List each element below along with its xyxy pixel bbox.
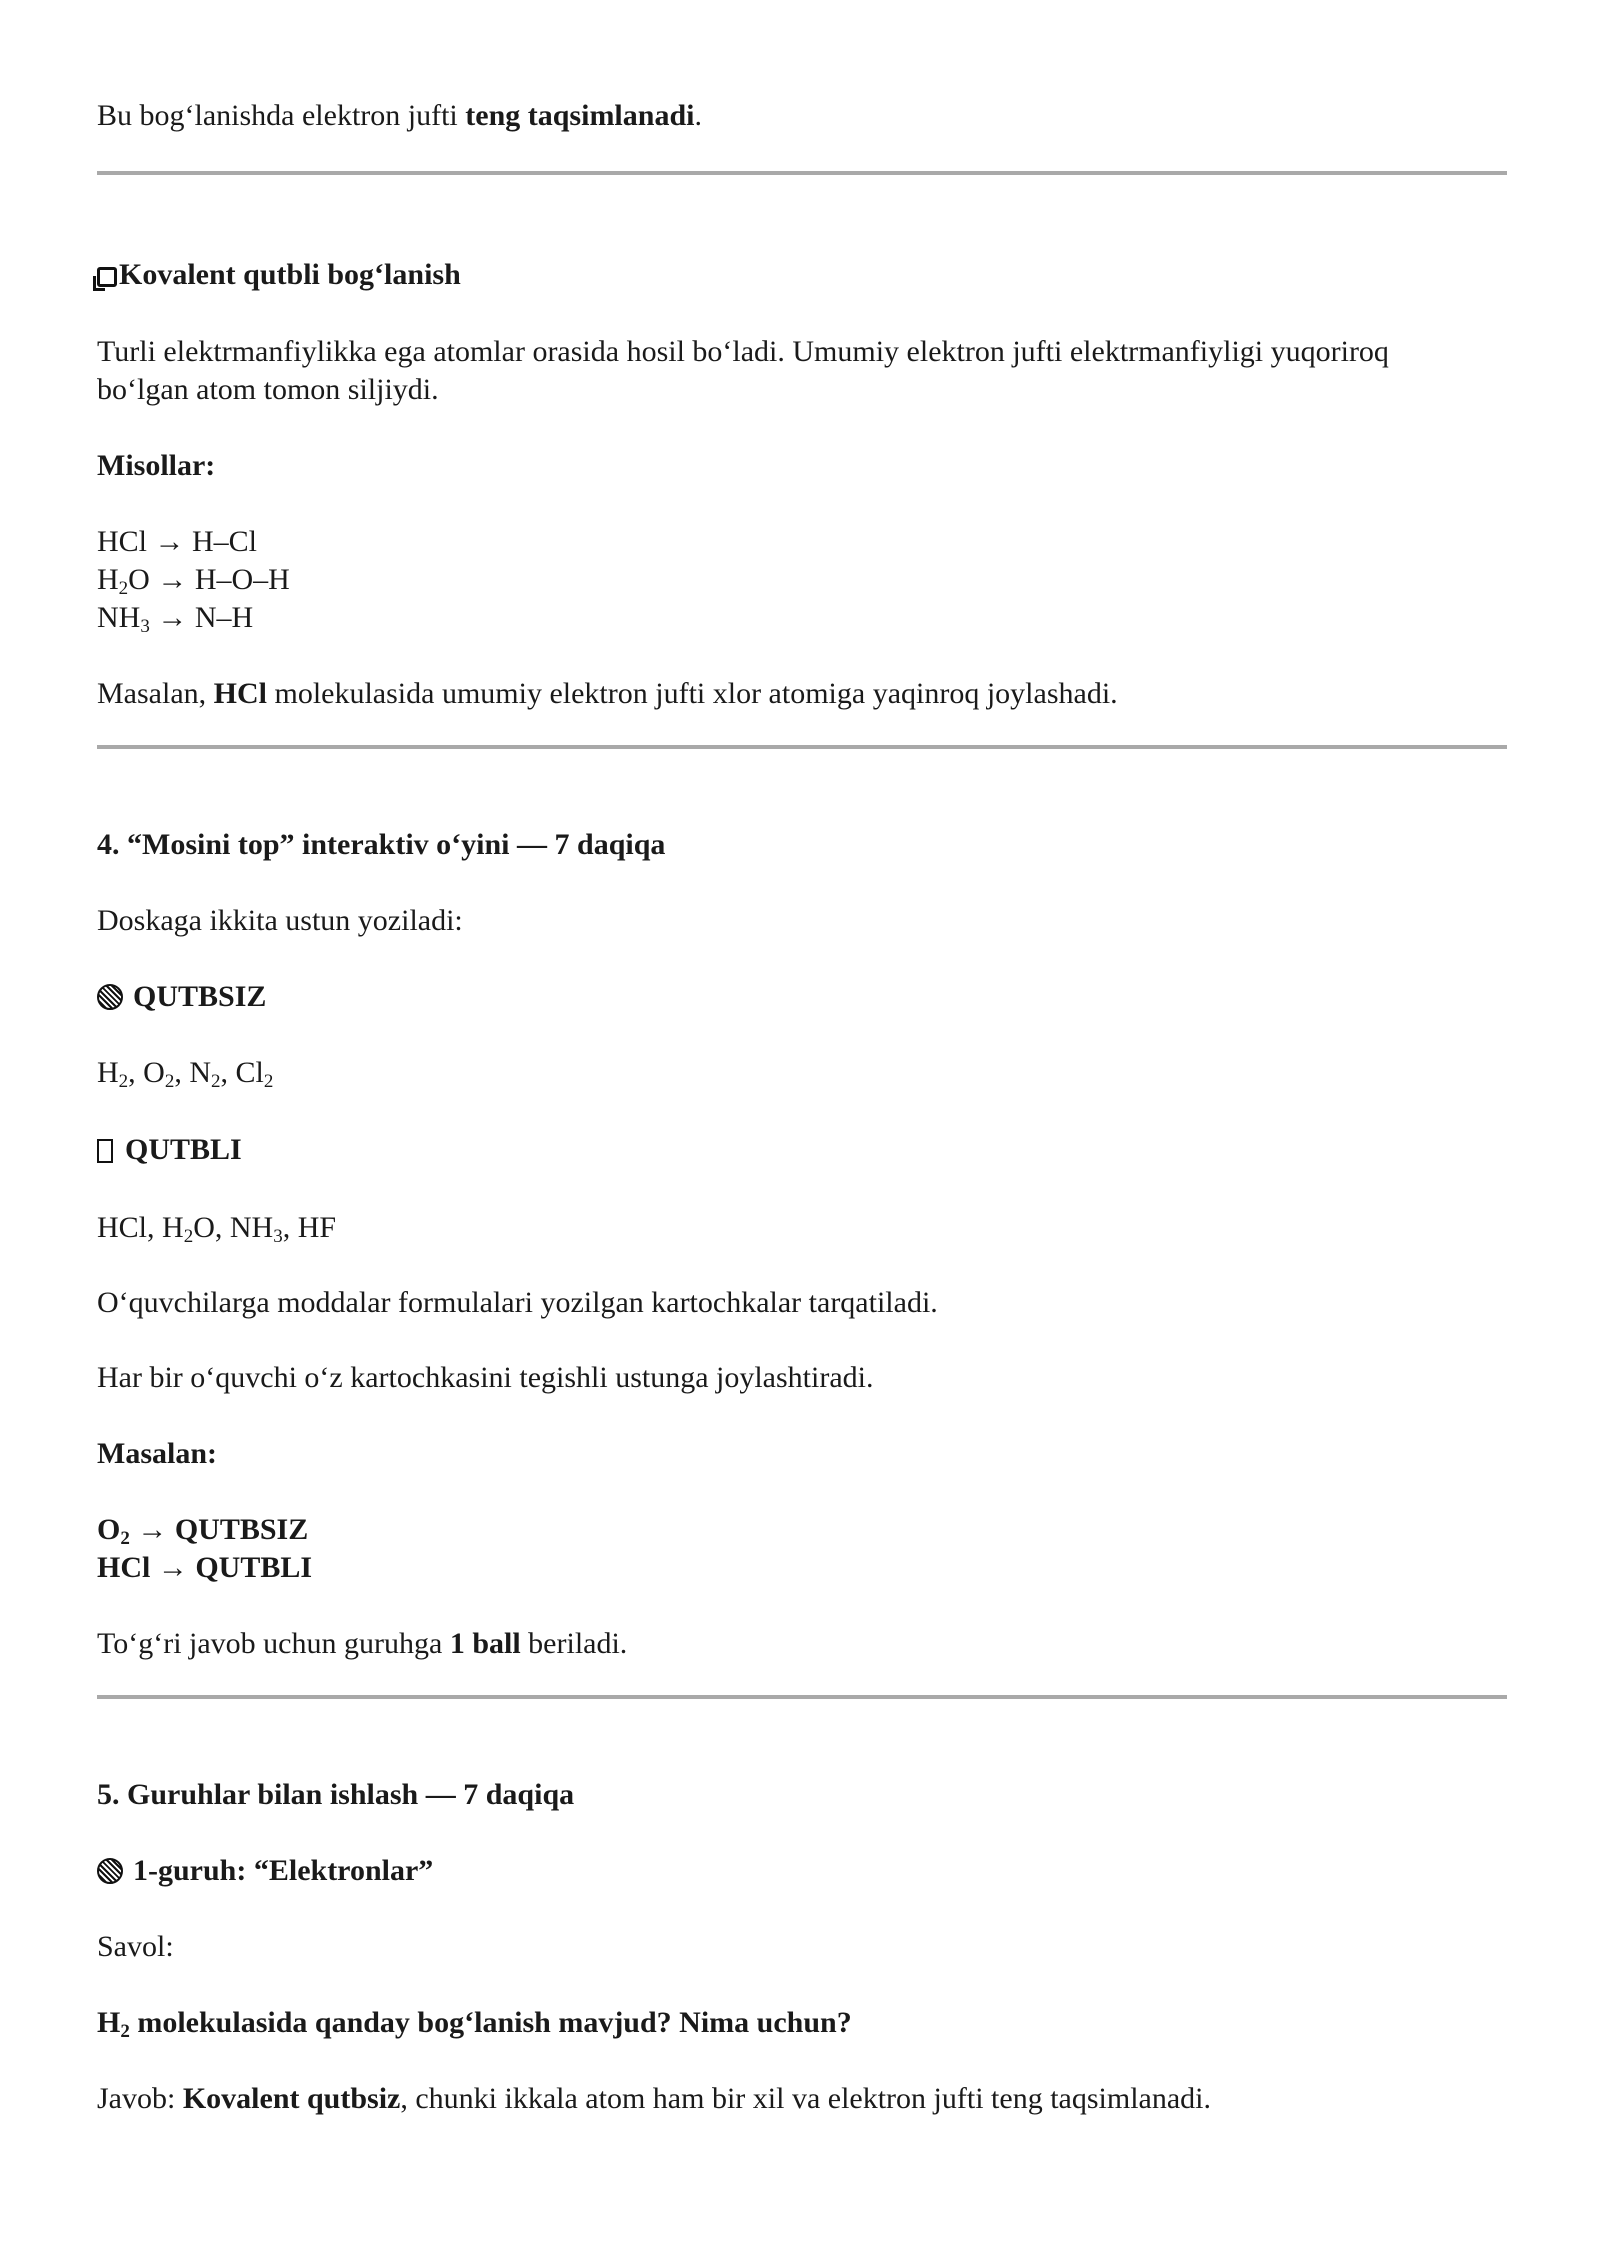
subscript: 2: [120, 2021, 130, 2042]
text: molekulasida qanday bog‘lanish mavjud? Nima uchun?: [129, 2006, 852, 2039]
text: N: [189, 1056, 212, 1089]
subscript: 2: [263, 1071, 274, 1092]
text: beriladi.: [520, 1627, 628, 1660]
text: ,: [128, 1056, 144, 1089]
text: H: [97, 2006, 121, 2039]
paragraph: Doskaga ikkita ustun yoziladi:: [97, 904, 463, 937]
text: O, NH: [193, 1211, 274, 1244]
answer-line: [97, 2080, 1211, 2118]
divider: [97, 745, 1507, 749]
label-text: QUTBSIZ: [133, 980, 267, 1013]
score-line: [97, 1625, 627, 1663]
formula-list: [97, 1054, 273, 1092]
hatched-circle-icon: [97, 1858, 123, 1884]
document-icon: [97, 267, 117, 287]
paragraph: O‘quvchilarga moddalar formulalari yozilgan kartochkalar tarqatiladi.: [97, 1286, 938, 1319]
bold-text: teng taqsimlanadi: [465, 99, 695, 132]
subscript: 2: [118, 578, 129, 599]
paragraph-line: Turli elektrmanfiylikka ega atomlar orasida hosil bo‘ladi. Umumiy elektron jufti elektrmanfiyligi yuqoriroq: [97, 335, 1389, 368]
subscript: 2: [118, 1071, 129, 1092]
text: O → H–O–H: [128, 563, 290, 596]
bold-text: 1 ball: [449, 1627, 521, 1660]
subscript: 2: [120, 1528, 130, 1549]
subscript: 2: [183, 1226, 194, 1247]
text: O: [97, 1513, 121, 1546]
text: ,: [174, 1056, 190, 1089]
subscript: 2: [211, 1071, 221, 1092]
label-text: 1-guruh: “Elektronlar”: [133, 1854, 434, 1887]
column-label-qutbsiz: [97, 978, 266, 1016]
hatched-circle-icon: [97, 984, 123, 1010]
subscript: 3: [140, 616, 150, 637]
text: To‘g‘ri javob uchun guruhga: [97, 1627, 450, 1660]
label-text: QUTBLI: [125, 1133, 242, 1166]
paragraph: Har bir o‘quvchi o‘z kartochkasini tegishli ustunga joylashtiradi.: [97, 1361, 874, 1394]
text: Masalan,: [97, 677, 214, 710]
example-line: HCl → H–Cl: [97, 525, 258, 558]
bold-text: HCl: [213, 677, 267, 710]
example-line: [97, 599, 253, 637]
text: → N–H: [149, 601, 254, 634]
intro-line: [97, 97, 702, 135]
subscript: 2: [164, 1071, 175, 1092]
section-heading-4: 4. “Mosini top” interaktiv o‘yini — 7 daqiqa: [97, 828, 666, 861]
formula-list: [97, 1209, 336, 1247]
example-label: Masalan:: [97, 1437, 217, 1470]
text: Javob:: [97, 2082, 183, 2115]
text: , chunki ikkala atom ham bir xil va elektron jufti teng taqsimlanadi.: [400, 2082, 1211, 2115]
note-line: [97, 675, 1118, 713]
text: ,: [220, 1056, 236, 1089]
text: , HF: [282, 1211, 337, 1244]
text: Bu bog‘lanishda elektron jufti: [97, 99, 466, 132]
group-label: [97, 1852, 433, 1890]
bold-text: Kovalent qutbsiz: [182, 2082, 401, 2115]
text: O: [143, 1056, 165, 1089]
example-line: HCl → QUTBLI: [97, 1551, 313, 1584]
section-heading-qutbli: [97, 256, 461, 294]
example-line: [97, 561, 290, 599]
example-line: [97, 1511, 308, 1549]
question-label: Savol:: [97, 1930, 174, 1963]
divider: [97, 1695, 1507, 1699]
text: Cl: [235, 1056, 264, 1089]
column-label-qutbli: [97, 1131, 242, 1169]
heading-text: Kovalent qutbli bog‘lanish: [119, 258, 461, 291]
text: H: [97, 1056, 119, 1089]
text: H: [97, 563, 119, 596]
examples-label: Misollar:: [97, 449, 216, 482]
text: HCl, H: [97, 1211, 184, 1244]
question-text: [97, 2004, 852, 2042]
missing-glyph-icon: [97, 1139, 113, 1163]
text: → QUTBSIZ: [129, 1513, 309, 1546]
paragraph-line: bo‘lgan atom tomon siljiydi.: [97, 373, 439, 406]
text: molekulasida umumiy elektron jufti xlor atomiga yaqinroq joylashadi.: [266, 677, 1118, 710]
text: .: [694, 99, 702, 132]
subscript: 3: [273, 1226, 283, 1247]
divider: [97, 171, 1507, 175]
section-heading-5: 5. Guruhlar bilan ishlash — 7 daqiqa: [97, 1778, 575, 1811]
text: NH: [97, 601, 141, 634]
